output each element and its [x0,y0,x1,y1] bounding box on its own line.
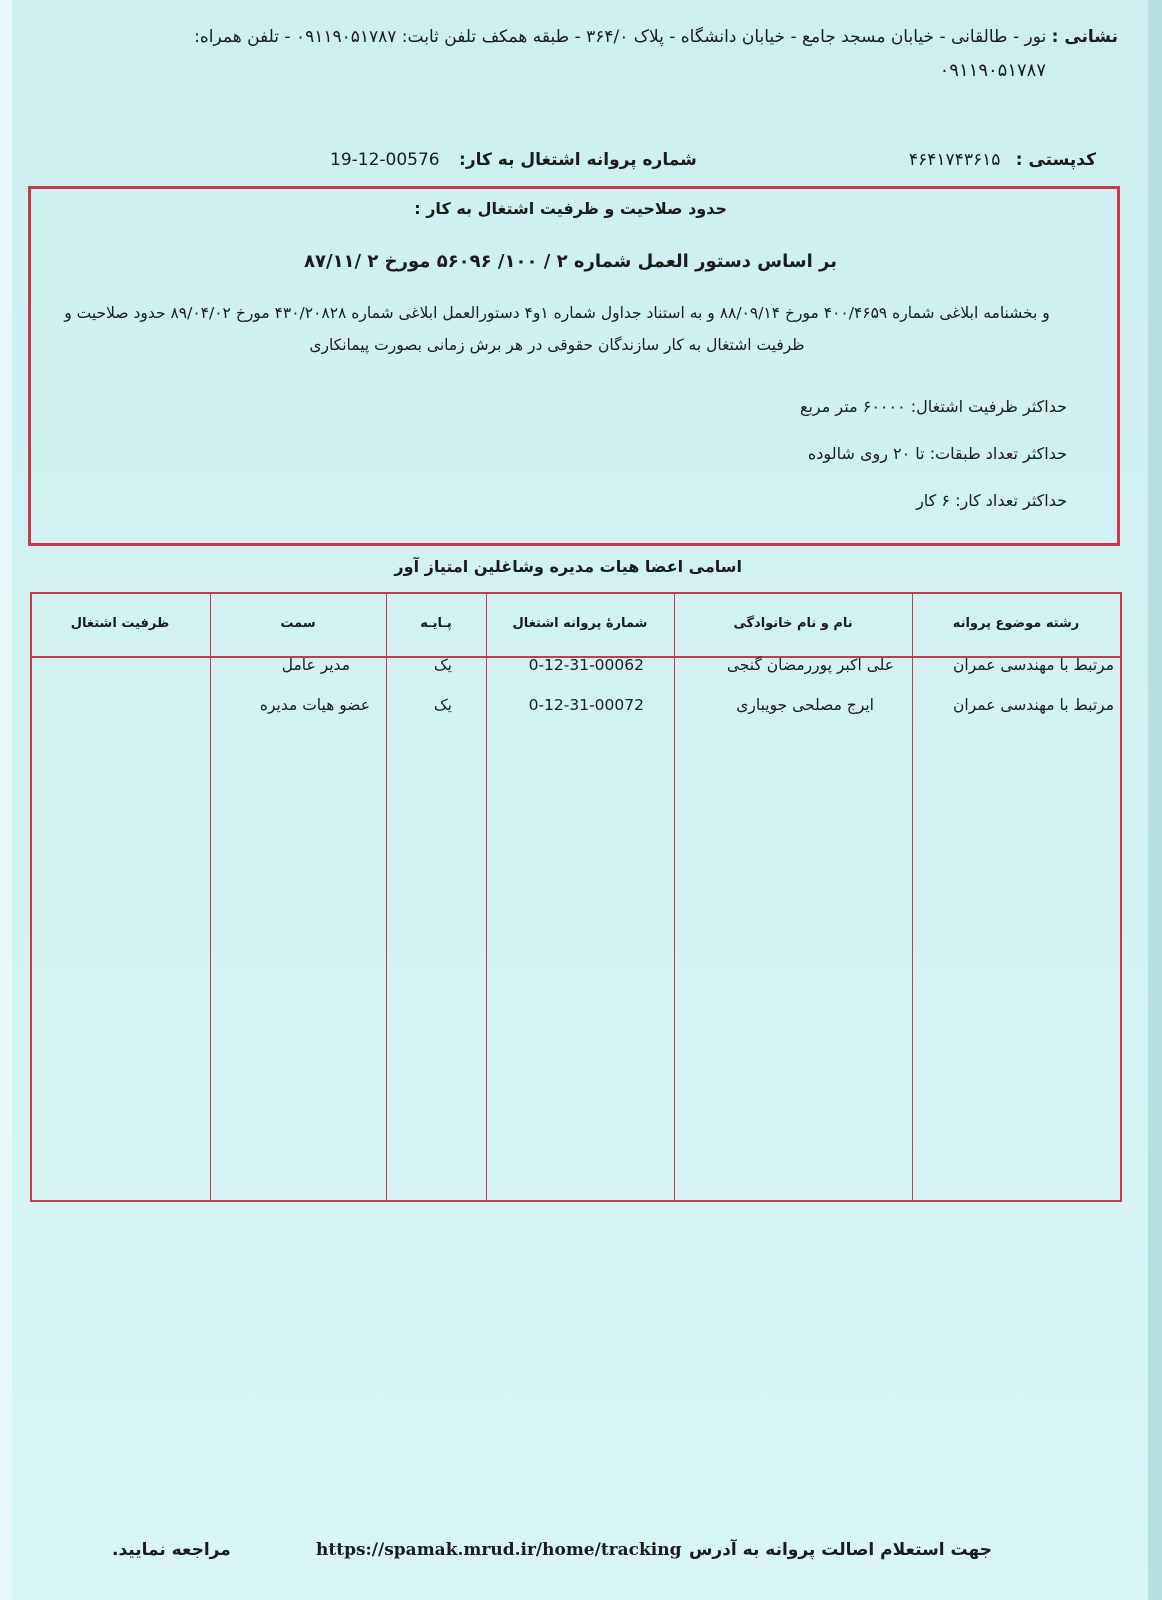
scroll-edge [1148,0,1162,1600]
footer-prefix: جهت استعلام اصالت پروانه به آدرس [688,1540,992,1560]
paper-edge [0,0,12,1600]
postal-value: ۴۶۴۱۷۴۳۶۱۵ [909,150,1001,170]
col-name [674,594,912,1200]
row2-name: ایرج مصلحی جویباری [736,696,874,714]
row1-role: مدیر عامل [281,656,350,674]
address-text: نور - طالقانی - خیابان مسجد جامع - خیابان دانشگاه - پلاک ۳۶۴/۰ - طبقه همکف تلفن ثابت: ۰۹۱۱۹۰۵۱۷۸۷ - تلفن همراه: [194,27,1047,47]
col-grade [386,594,486,1200]
address-mobile: ۰۹۱۱۹۰۵۱۷۸۷ [939,60,1046,81]
row1-name: علی اکبر پوررمضان گنجی [726,656,894,674]
row1-license: 0-12-31-00062 [528,656,644,674]
row2-grade: یک [433,696,452,714]
header-name: نام و نام خانوادگی [733,616,853,631]
max-area: حداکثر ظرفیت اشتغال: ۶۰۰۰۰ متر مربع [799,397,1067,416]
footer-suffix: مراجعه نمایید. [112,1540,231,1560]
postal-label: کدپستی : [1015,150,1096,170]
header-field: رشته موضوع پروانه [952,616,1080,631]
license-value: 19-12-00576 [330,150,440,170]
license-number [330,150,697,170]
max-jobs: حداکثر تعداد کار: ۶ کار [916,491,1067,510]
scope-heading: حدود صلاحیت و ظرفیت اشتغال به کار : [414,199,727,218]
row2-license: 0-12-31-00072 [528,696,644,714]
max-floors: حداکثر تعداد طبقات: تا ۲۰ روی شالوده [807,444,1067,463]
col-license [486,594,674,1200]
address-block [38,20,1118,88]
postal-code [909,150,1096,170]
header-grade: پـایـه [420,616,452,631]
col-field [912,594,1120,1200]
scope-box [28,186,1120,546]
scope-paragraph: و بخشنامه ابلاغی شماره ۴۰۰/۴۶۵۹ مورخ ۸۸/۰۹/۱۴ و به استناد جداول شماره ۱و۴ دستورالعمل ابلاغی شماره ۴۳۰/۲۰۸۲۸ مورخ ۸۹/۰۴/۰۲ حدود صلاحیت و ظرفیت اشتغال به کار سازندگان حقوقی در هر برش زمانی بصورت پیمانکاری [64,304,1050,354]
row1-field: مرتبط با مهندسی عمران [953,656,1114,674]
members-table [30,592,1122,1202]
row1-grade: یک [433,656,452,674]
header-license: شمارهٔ پروانه اشتغال [512,616,648,631]
verification-link[interactable]: https://spamak.mrud.ir/home/tracking [316,1540,682,1560]
license-label: شماره پروانه اشتغال به کار: [459,150,697,170]
address-label: نشانی : [1051,27,1118,47]
col-role [210,594,386,1200]
members-title: اسامی اعضا هیات مدیره وشاغلین امتیاز آور [394,557,742,576]
header-role: سمت [280,616,316,631]
row2-field: مرتبط با مهندسی عمران [953,696,1114,714]
scope-basis: بر اساس دستور العمل شماره ۲ / ۱۰۰/ ۵۶۰۹۶ مورخ ۲ /۸۷/۱۱ [304,251,837,272]
header-capacity: ظرفیت اشتغال [70,616,170,631]
row2-role: عضو هیات مدیره [259,696,370,714]
